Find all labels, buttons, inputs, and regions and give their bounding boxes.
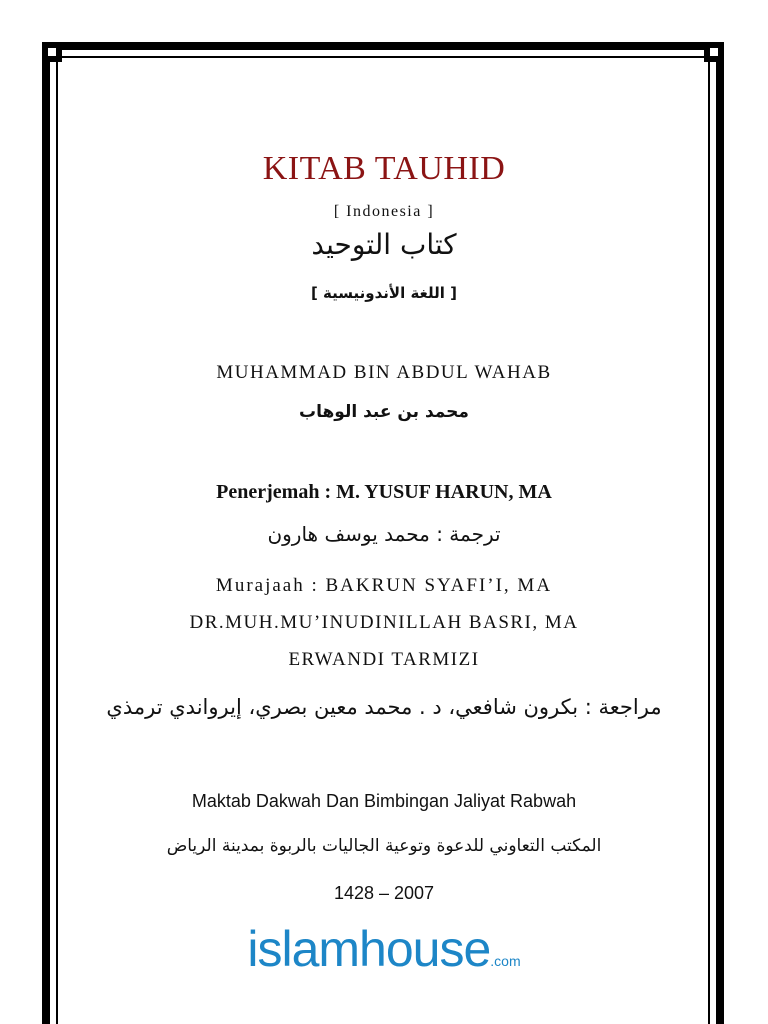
language-arabic: [ اللغة الأندونيسية ] — [310, 284, 457, 302]
publisher-latin: Maktab Dakwah Dan Bimbingan Jaliyat Rabwah — [191, 791, 577, 811]
author-latin: MUHAMMAD BIN ABDUL WAHAB — [216, 362, 552, 383]
logo-main-text: islamhouse — [247, 921, 491, 977]
author-arabic: محمد بن عبد الوهاب — [299, 402, 469, 422]
translator-arabic: ترجمة : محمد يوسف هارون — [267, 522, 501, 546]
islamhouse-logo — [0, 920, 768, 978]
publication-year: 1428 – 2007 — [333, 883, 435, 903]
title-arabic: كتاب التوحيد — [311, 228, 457, 261]
logo-suffix: .com — [490, 953, 521, 969]
translator-latin: Penerjemah : M. YUSUF HARUN, MA — [216, 481, 552, 503]
reviewers-line-2: DR.MUH.MU’INUDINILLAH BASRI, MA — [189, 612, 579, 633]
book-title: KITAB TAUHID — [262, 150, 506, 187]
publisher-arabic: المكتب التعاوني للدعوة وتوعية الجاليات بالربوة بمدينة الرياض — [166, 836, 602, 856]
language-latin: [ Indonesia ] — [333, 203, 435, 220]
reviewers-arabic: مراجعة : بكرون شافعي، د . محمد معين بصري، إيرواندي ترمذي — [106, 695, 662, 719]
reviewers-line-3: ERWANDI TARMIZI — [288, 649, 480, 670]
reviewers-line-1: Murajaah : BAKRUN SYAFI’I, MA — [215, 575, 553, 596]
